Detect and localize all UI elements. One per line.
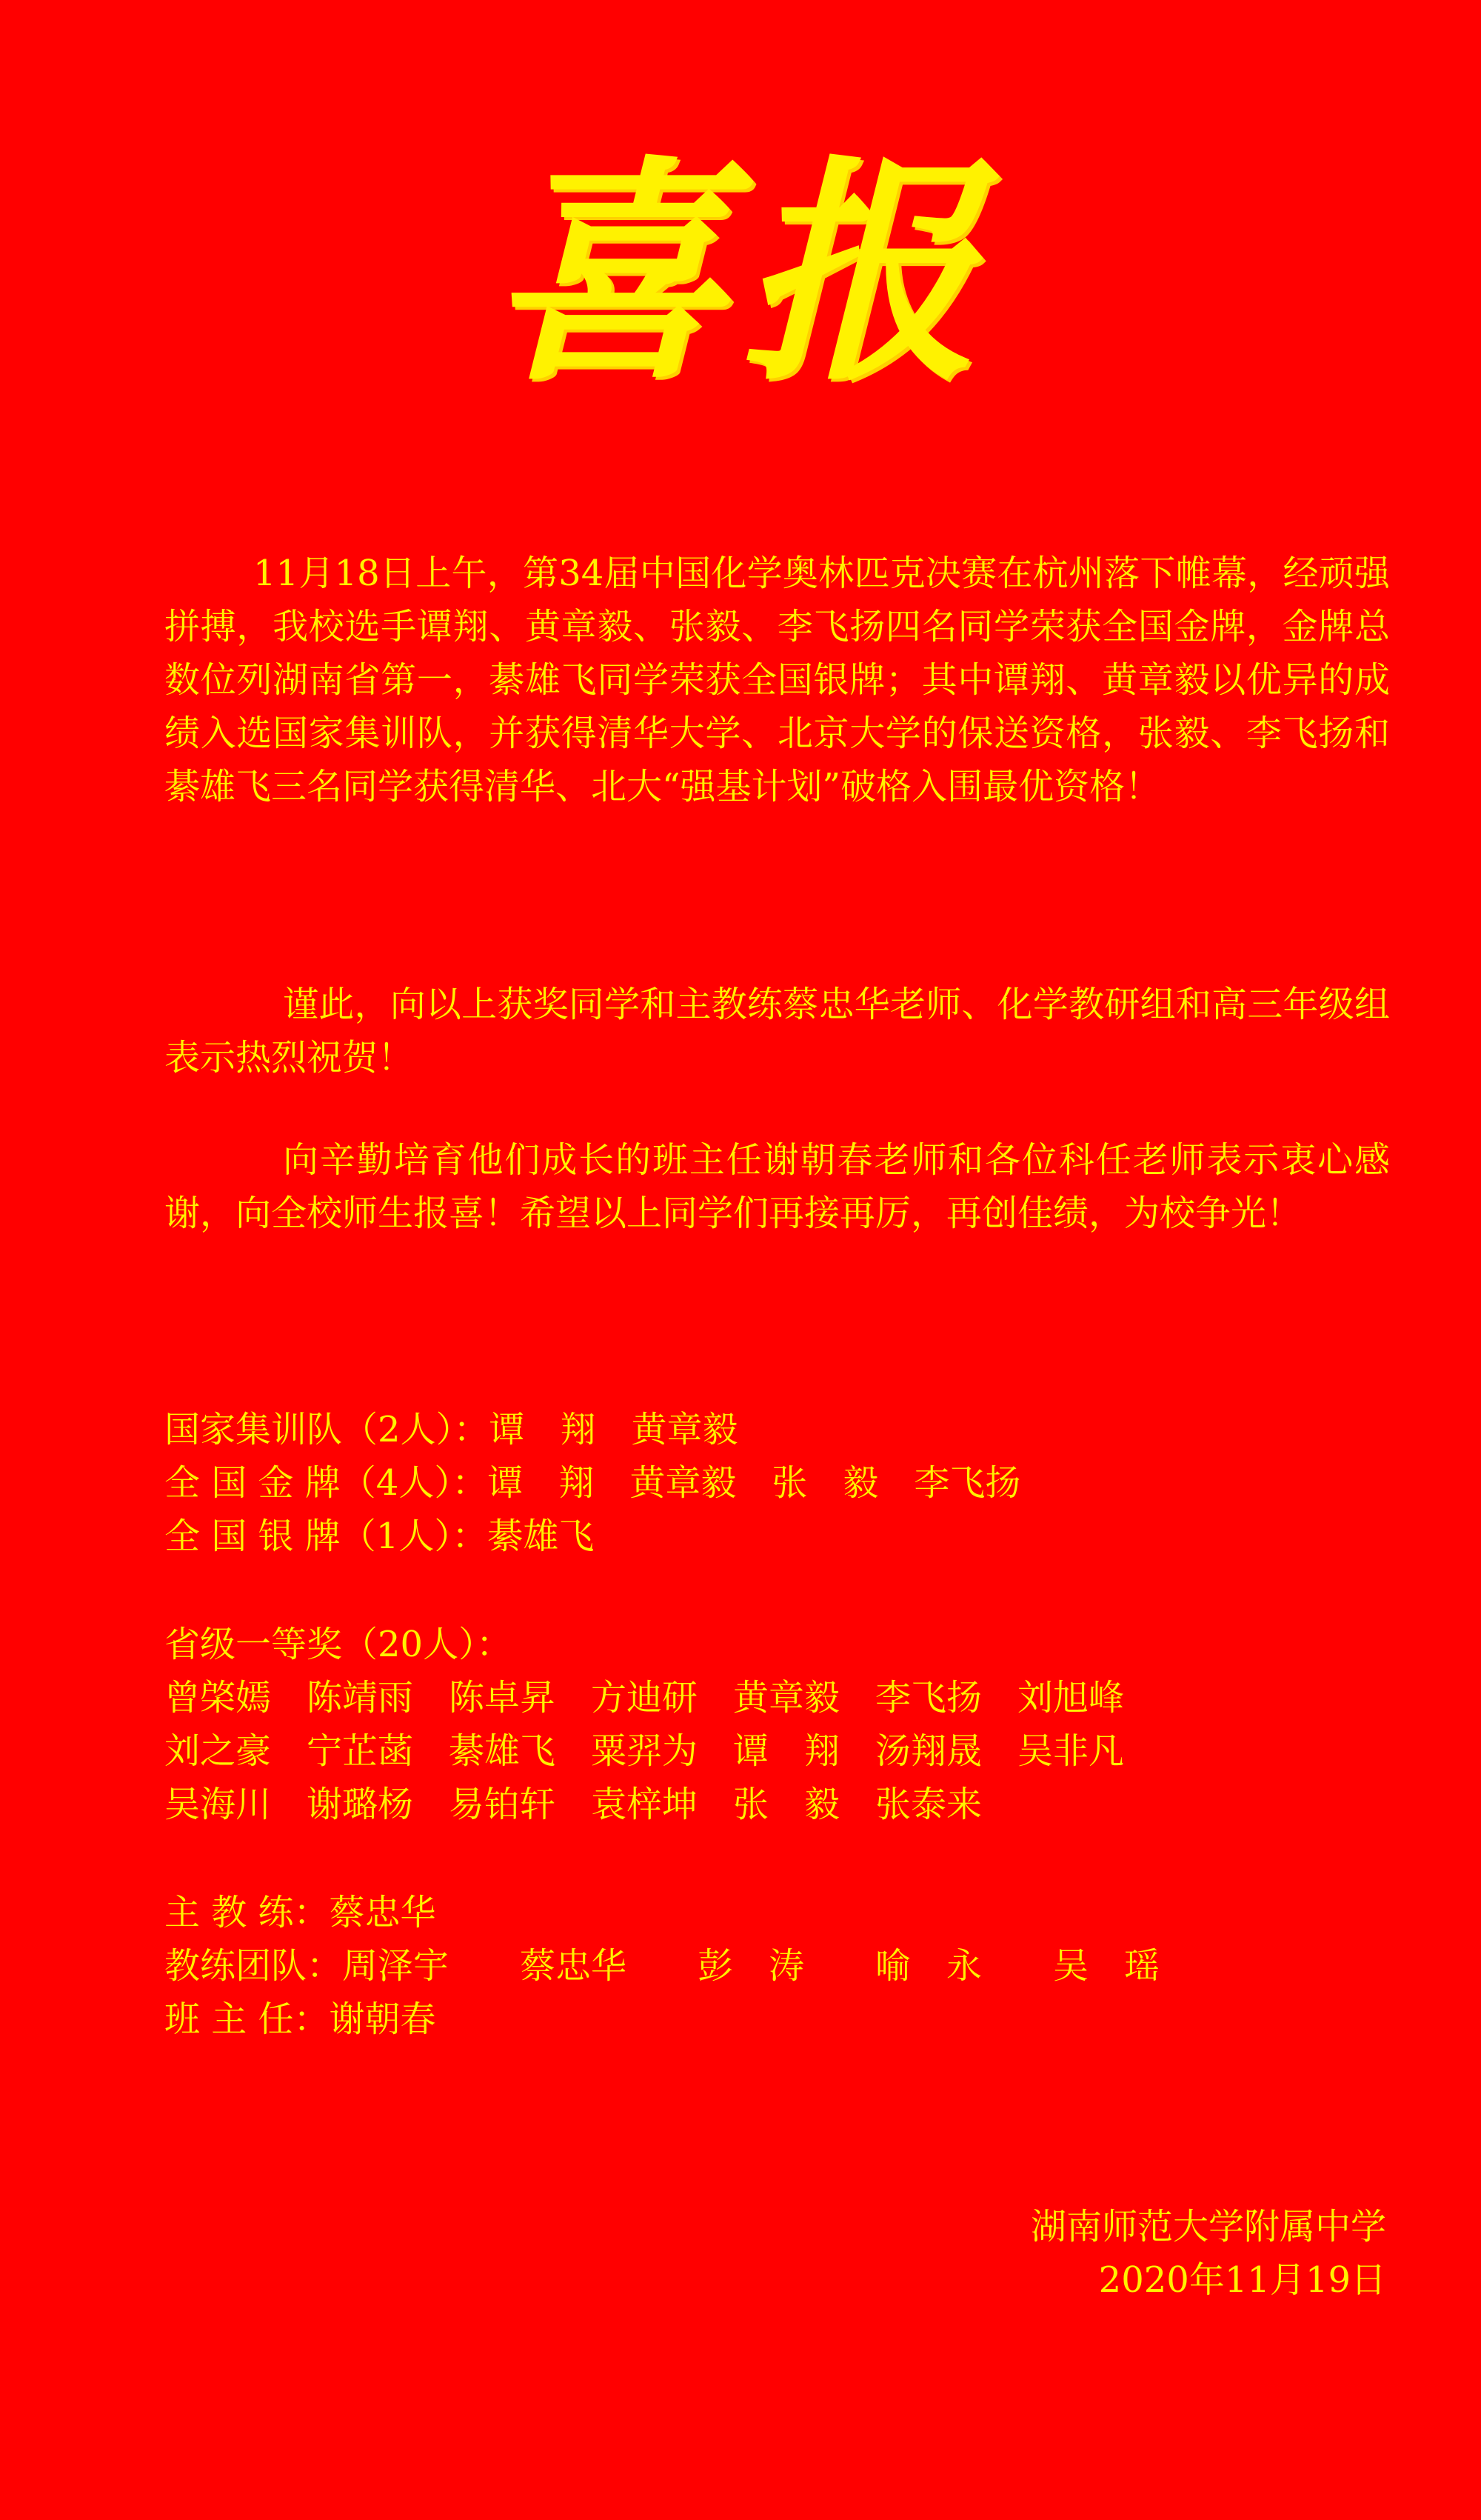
national-team-row (164, 1403, 1423, 1456)
coach-team-row (164, 1939, 1423, 1993)
thanks-paragraph: 向辛勤培育他们成长的班主任谢朝春老师和各位科任老师表示衷心感谢，向全校师生报喜！希望以上同学们再接再厉，再创佳绩，为校争光！ (164, 1139, 1390, 1234)
homeroom-row (164, 1993, 1423, 2046)
gold-medal-label: 全 国 金 牌（4人）： (164, 1462, 488, 1504)
national-awards-list (164, 1403, 1423, 1563)
national-team-label: 国家集训队（2人）： (164, 1409, 489, 1450)
homeroom-name: 谢朝春 (329, 1999, 436, 2040)
provincial-label: 省级一等奖（20人）： (164, 1624, 512, 1665)
issue-date: 2020年11月19日 (1098, 2259, 1386, 2301)
national-team-names: 谭 翔 黄章毅 (489, 1409, 738, 1450)
gold-medal-names: 谭 翔 黄章毅 张 毅 李飞扬 (487, 1462, 1021, 1504)
page-title: 喜报 (489, 135, 992, 413)
coach-team-label: 教练团队： (164, 1945, 343, 1987)
school-name: 湖南师范大学附属中学 (1030, 2206, 1386, 2247)
announcement-paragraph: 11月18日上午，第34届中国化学奥林匹克决赛在杭州落下帷幕，经顽强拼搏，我校选手谭翔、黄章毅、张毅、李飞扬四名同学荣获全国金牌，金牌总数位列湖南省第一，綦雄飞同学荣获全国银牌；其中谭翔、黄章毅以优异的成绩入选国家集训队，并获得清华大学、北京大学的保送资格，张毅、李飞扬和綦雄飞三名同学获得清华、北大“强基计划”破格入围最优资格！ (164, 553, 1390, 807)
coach-team-names: 周泽宇 蔡忠华 彭 涛 喻 永 吴 瑶 (342, 1945, 1160, 1987)
signature-block (1031, 2200, 1386, 2307)
provincial-names-row: 曾棨嫣 陈靖雨 陈卓昇 方迪研 黄章毅 李飞扬 刘旭峰 (164, 1677, 1125, 1719)
staff-list (164, 1886, 1423, 2046)
head-coach-row (164, 1886, 1423, 1939)
silver-medal-names: 綦雄飞 (487, 1516, 595, 1557)
congratulation-paragraph: 谨此，向以上获奖同学和主教练蔡忠华老师、化学教研组和高三年级组表示热烈祝贺！ (164, 984, 1390, 1079)
silver-medal-row (164, 1510, 1423, 1563)
silver-medal-label: 全 国 银 牌（1人）： (164, 1516, 488, 1557)
homeroom-label: 班 主 任： (164, 1999, 330, 2040)
gold-medal-row (164, 1456, 1423, 1510)
head-coach-name: 蔡忠华 (329, 1892, 436, 1933)
provincial-names-row: 刘之豪 宁芷菡 綦雄飞 粟羿为 谭 翔 汤翔晟 吴非凡 (164, 1730, 1125, 1772)
provincial-awards-list (164, 1618, 1423, 1831)
provincial-names-row: 吴海川 谢璐杨 易铂轩 袁梓坤 张 毅 张泰来 (164, 1784, 983, 1825)
head-coach-label: 主 教 练： (164, 1892, 330, 1933)
